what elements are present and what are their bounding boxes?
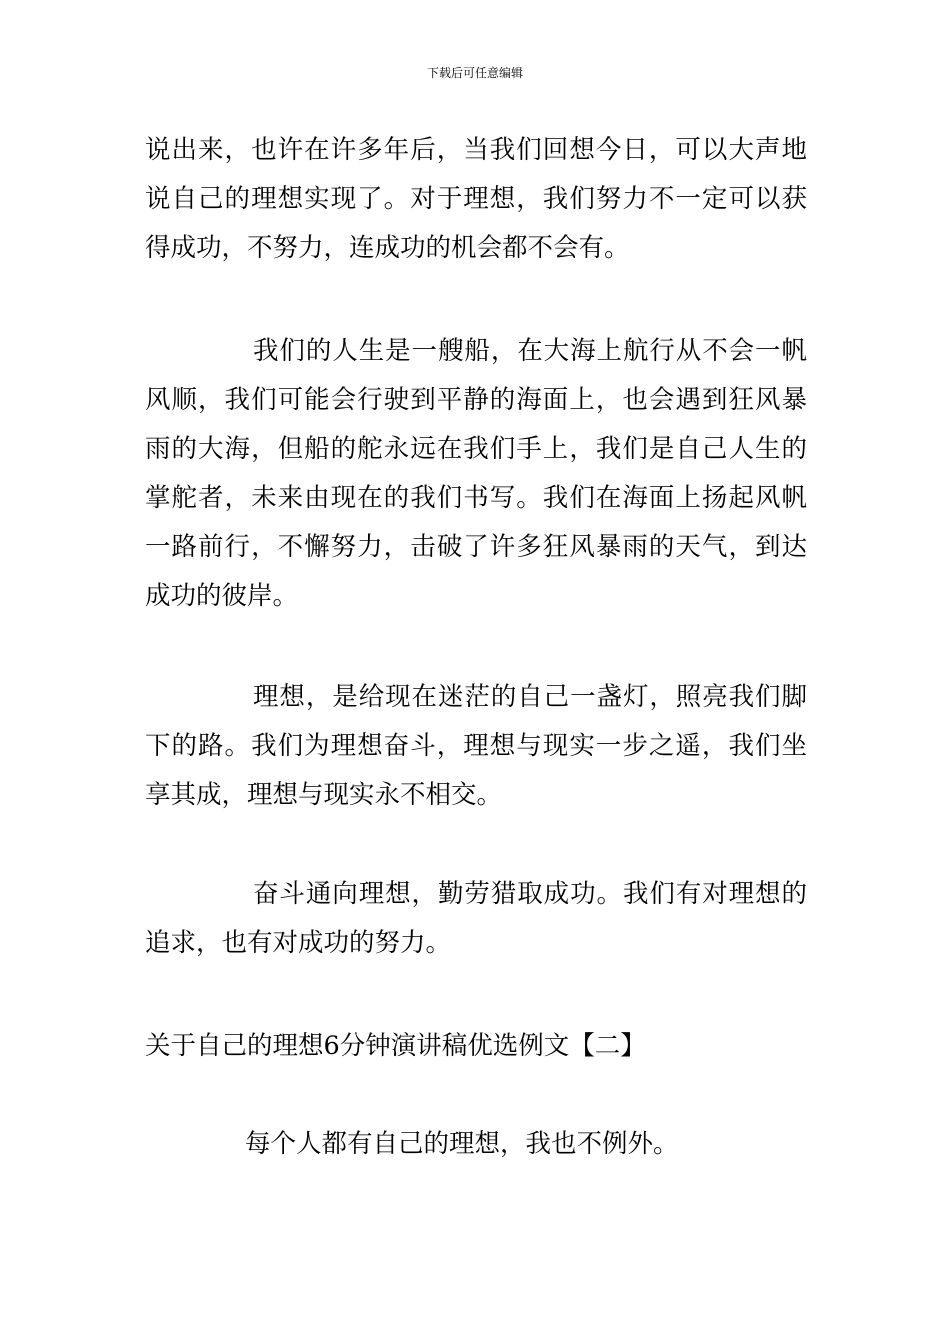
paragraph-3: 理想，是给现在迷茫的自己一盏灯，照亮我们脚下的路。我们为理想奋斗，理想与现实一步之遥，我们坐享其成，理想与现实永不相交。 xyxy=(145,682,807,810)
paragraph-5: 每个人都有自己的理想，我也不例外。 xyxy=(245,1129,679,1159)
paragraph-4: 奋斗通向理想，勤劳猎取成功。我们有对理想的追求，也有对成功的努力。 xyxy=(145,879,807,958)
page-header: 下载后可任意编辑 xyxy=(426,66,523,80)
paragraph-1: 说出来，也许在许多年后，当我们回想今日，可以大声地说自己的理想实现了。对于理想，我们努力不一定可以获得成功，不努力，连成功的机会都不会有。 xyxy=(145,135,807,263)
paragraph-2: 我们的人生是一艘船，在大海上航行从不会一帆风顺，我们可能会行驶到平静的海面上，也会遇到狂风暴雨的大海，但船的舵永远在我们手上，我们是自己人生的掌舵者，未来由现在的我们书写。我们在海面上扬起风帆一路前行，不懈努力，击破了许多狂风暴雨的天气，到达成功的彼岸。 xyxy=(145,336,807,611)
section-heading: 关于自己的理想6分钟演讲稿优选例文【二】 xyxy=(145,1031,646,1061)
